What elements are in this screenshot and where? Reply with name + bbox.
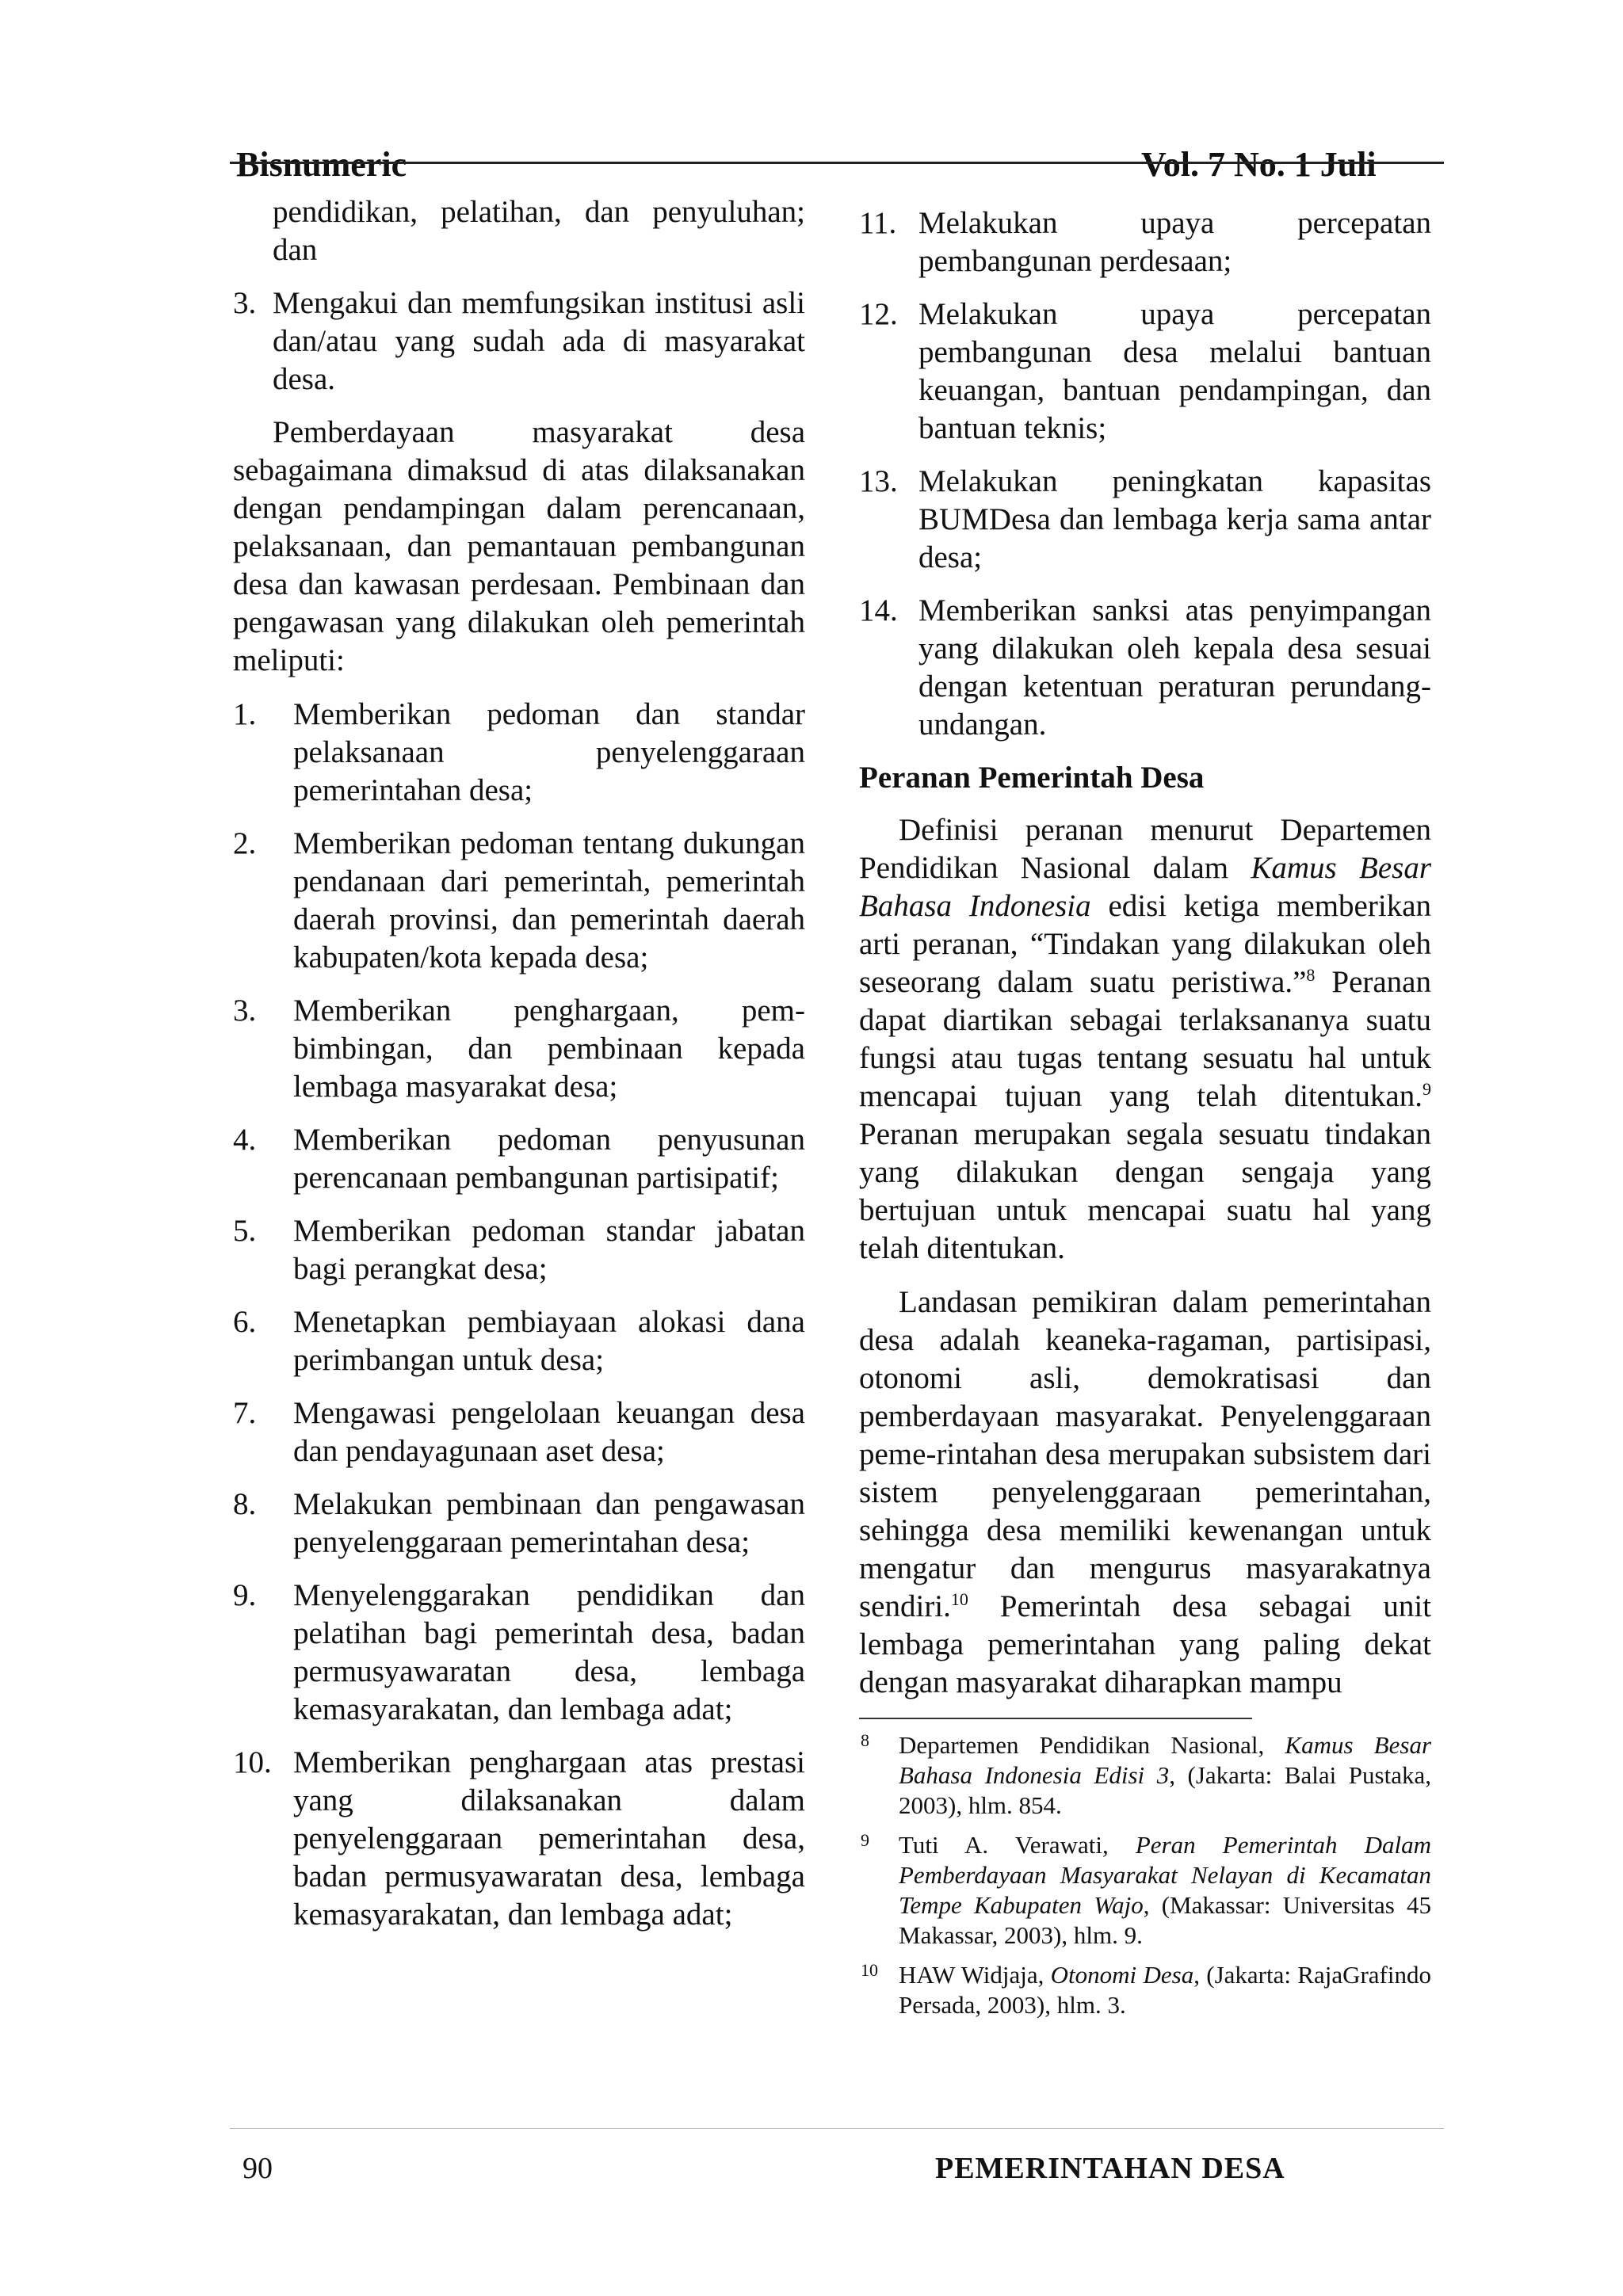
list-number: 7. <box>233 1396 257 1430</box>
list-text: Memberikan pedoman dan standar pelaksanaan penyelenggaraan pemerintahan desa; <box>293 697 805 807</box>
list-text: Melakukan peningkatan kapasitas BUMDesa dan lembaga kerja sama antar desa; <box>918 464 1431 574</box>
list-item <box>233 1212 805 1288</box>
footer-section-title <box>935 2145 1300 2185</box>
section-heading: Peranan Pemerintah Desa <box>859 761 1205 795</box>
footnote-text: , (Jakarta: Balai Pustaka, 2003), hlm. 854. <box>899 1761 1431 1819</box>
list-number: 3. <box>233 286 257 320</box>
text-run: edisi ketiga memberikan arti peranan, “Tindakan yang dilakukan oleh seseorang dalam suatu peristiwa.” <box>859 889 1431 999</box>
footer-page-number <box>242 2145 338 2185</box>
list-number: 12. <box>859 297 898 331</box>
list-item <box>233 1121 805 1197</box>
page-number: 90 <box>242 2152 273 2185</box>
left-column <box>233 193 805 1949</box>
list-number: 14. <box>859 593 898 627</box>
list-item <box>233 1394 805 1470</box>
header-rule <box>230 162 1444 164</box>
list-item <box>859 204 1431 280</box>
list-text: Memberikan penghargaan atas prestasi yang dilaksanakan dalam penyelenggaraan pemerintahan desa, badan permusyawaratan desa, lembaga kemasyarakatan, dan lembaga adat; <box>293 1745 805 1932</box>
list-number: 1. <box>233 697 257 731</box>
list-item <box>859 463 1431 577</box>
list-text: Menetapkan pembiayaan alokasi dana perimbangan untuk desa; <box>293 1305 805 1377</box>
list-text: Memberikan sanksi atas penyimpangan yang dilakukan oleh kepala desa sesuai dengan ketentuan peraturan perundang-undangan. <box>918 593 1431 742</box>
footnote-title: Kamus Besar Bahasa Indonesia Edisi 3 <box>899 1731 1432 1789</box>
list-text: Melakukan upaya percepatan pembangunan desa melalui bantuan keuangan, bantuan pendampingan, dan bantuan teknis; <box>918 297 1431 445</box>
list-text: Memberikan pedoman tentang dukungan pendanaan dari pemerintah, pemerintah daerah provinsi, dan pemerintah daerah kabupaten/kota kepada desa; <box>293 826 805 974</box>
list-number: 8. <box>233 1487 257 1521</box>
list-item <box>233 1486 805 1562</box>
list-number: 11. <box>859 206 897 240</box>
list-item <box>233 1744 805 1934</box>
footnote-text: Tuti A. Verawati, <box>899 1831 1136 1859</box>
list-text: Memberikan pedoman penyusunan perencanaan pembangunan partisipatif; <box>293 1123 805 1195</box>
supervision-list <box>233 696 805 1934</box>
footnote-mark: 9 <box>861 1830 869 1850</box>
supervision-list-continued <box>859 204 1431 744</box>
list-text: Memberikan pedoman standar jabatan bagi perangkat desa; <box>293 1214 805 1286</box>
list-number: 3. <box>233 994 257 1028</box>
footnote <box>859 1730 1431 1821</box>
section-title: PEMERINTAHAN DESA <box>935 2152 1285 2185</box>
list-number: 5. <box>233 1214 257 1248</box>
text-run: Peranan dapat diartikan sebagai terlaksananya suatu fungsi atau tugas tentang sesuatu hal untuk mencapai tujuan yang telah ditentukan. <box>859 965 1431 1113</box>
list-text: Menyelenggarakan pendidikan dan pelatihan bagi pemerintah desa, badan permusyawaratan desa, lembaga kemasyarakatan, dan lembaga adat; <box>293 1578 805 1726</box>
list-text: Mengawasi pengelolaan keuangan desa dan pendayagunaan aset desa; <box>293 1396 805 1468</box>
footnote-ref[interactable]: 10 <box>950 1589 968 1609</box>
text-run: Definisi peranan menurut Departemen Pendidikan Nasional dalam <box>859 813 1431 885</box>
list-item <box>859 592 1431 744</box>
footnote-title: Otonomi Desa <box>1050 1961 1194 1989</box>
footnote-mark: 8 <box>861 1730 869 1750</box>
text-run: Landasan pemikiran dalam pemerintahan desa adalah keaneka-ragaman, partisipasi, otonomi asli, demokratisasi dan pemberdayaan masyarakat. Penyelenggaraan peme-rintahan desa merupakan subsistem dari sistem penyelenggaraan pemerintahan, sehingga desa memiliki kewenangan untuk mengatur dan mengurus masyarakatnya sendiri. <box>859 1285 1431 1623</box>
footnote-rule <box>859 1718 1252 1719</box>
journal-volume: Vol. 7 No. 1 Juli <box>1141 145 1377 184</box>
list-continuation: pendidikan, pelatihan, dan penyuluhan; dan <box>273 195 805 267</box>
text-run: Pemerintah desa sebagai unit lembaga pemerintahan yang paling dekat dengan masyarakat diharapkan mampu <box>859 1589 1431 1699</box>
footnote-title: Peran Pemerintah Dalam Pemberdayaan Masyarakat Nelayan di Kecamatan Tempe Kabupaten Wajo <box>899 1831 1431 1919</box>
list-number: 13. <box>859 464 898 498</box>
body-paragraph-basis <box>859 1283 1431 1702</box>
journal-name: Bisnumeric <box>236 145 407 184</box>
list-item <box>233 1577 805 1729</box>
footnote-text: , (Jakarta: RajaGrafindo Persada, 2003), hlm. 3. <box>899 1961 1431 2019</box>
list-number: 9. <box>233 1578 257 1612</box>
right-column <box>859 193 1431 2030</box>
footnote-text: , (Makassar: Universitas 45 Makassar, 2003), hlm. 9. <box>899 1891 1431 1949</box>
list-item <box>233 696 805 810</box>
footnotes <box>859 1730 1431 2020</box>
footnote-text: HAW Widjaja, <box>899 1961 1051 1989</box>
footnote <box>859 1830 1431 1951</box>
text-run: Peranan merupakan segala sesuatu tindakan yang dilakukan dengan sengaja yang bertujuan untuk mencapai suatu hal yang telah ditentukan. <box>859 1117 1431 1265</box>
body-paragraph: Pemberdayaan masyarakat desa sebagaimana dimaksud di atas dilaksanakan dengan pendampingan dalam perencanaan, pelaksanaan, dan pemantauan pembangunan desa dan kawasan perdesaan. Pembinaan dan pengawasan yang dilakukan oleh pemerintah meliputi: <box>233 415 805 677</box>
footnote-mark: 10 <box>861 1960 878 1980</box>
footnote-ref[interactable]: 8 <box>1306 965 1316 985</box>
empowerment-list <box>233 284 805 399</box>
body-paragraph-definition <box>859 811 1431 1268</box>
list-item <box>233 284 805 399</box>
running-header-journal <box>236 135 474 184</box>
footnote <box>859 1960 1431 2020</box>
list-item <box>233 1303 805 1379</box>
footnote-ref[interactable]: 9 <box>1423 1079 1431 1099</box>
list-number: 4. <box>233 1123 257 1157</box>
list-number: 6. <box>233 1305 257 1339</box>
list-item <box>233 825 805 977</box>
list-item <box>233 992 805 1106</box>
list-number: 10. <box>233 1745 272 1779</box>
running-header-volume <box>1141 135 1434 184</box>
list-text: Melakukan upaya percepatan pembangunan perdesaan; <box>918 206 1431 278</box>
list-text: Mengakui dan memfungsikan institusi asli dan/atau yang sudah ada di masyarakat desa. <box>273 286 805 396</box>
footnote-text: Departemen Pendidikan Nasional, <box>899 1731 1285 1759</box>
list-item <box>859 296 1431 448</box>
list-text: Memberikan penghargaan, pem-bimbingan, dan pembinaan kepada lembaga masyarakat desa; <box>293 994 805 1104</box>
footer-rule <box>230 2128 1444 2129</box>
list-number: 2. <box>233 826 257 860</box>
book-title: Kamus Besar Bahasa Indonesia <box>859 851 1431 923</box>
list-text: Melakukan pembinaan dan pengawasan penyelenggaraan pemerintahan desa; <box>293 1487 805 1559</box>
